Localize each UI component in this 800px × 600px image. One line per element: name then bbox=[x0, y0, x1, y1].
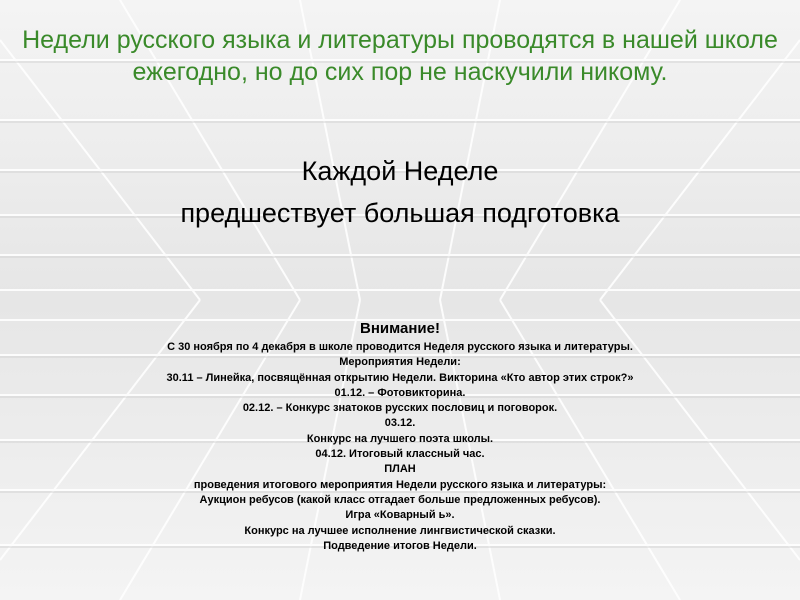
notice-line: 04.12. Итоговый классный час. bbox=[315, 448, 485, 461]
notice-line: 02.12. – Конкурс знатоков русских пословиц и поговорок. bbox=[242, 402, 558, 415]
notice-block bbox=[60, 318, 740, 554]
notice-line: Аукцион ребусов (какой класс отгадает больше предложенных ребусов). bbox=[199, 493, 601, 506]
notice-line: проведения итогового мероприятия Недели русского языка и литературы: bbox=[193, 478, 607, 491]
notice-line: Конкурс на лучшее исполнение лингвистической сказки. bbox=[244, 524, 556, 537]
notice-line: Игра «Коварный ь». bbox=[345, 509, 455, 522]
notice-line: ПЛАН bbox=[384, 463, 416, 476]
notice-line: 03.12. bbox=[384, 417, 416, 430]
notice-line: 01.12. – Фотовикторина. bbox=[334, 386, 466, 399]
notice-heading: Внимание! bbox=[360, 320, 440, 337]
notice-line: Подведение итогов Недели. bbox=[323, 539, 477, 552]
subtitle bbox=[20, 150, 780, 234]
page-title: Недели русского языка и литературы проводятся в нашей школе ежегодно, но до сих пор не наскучили никому. bbox=[22, 26, 778, 86]
notice-line: Мероприятия Недели: bbox=[339, 356, 461, 369]
subtitle-line: предшествует большая подготовка bbox=[180, 198, 620, 228]
notice-line: С 30 ноября по 4 декабря в школе проводится Неделя русского языка и литературы. bbox=[167, 341, 633, 353]
subtitle-line: Каждой Неделе bbox=[301, 156, 499, 186]
notice-line: Конкурс на лучшего поэта школы. bbox=[306, 432, 494, 445]
notice-lines bbox=[60, 340, 740, 554]
notice-line: 30.11 – Линейка, посвящённая открытию Недели. Викторина «Кто автор этих строк?» bbox=[166, 371, 634, 384]
